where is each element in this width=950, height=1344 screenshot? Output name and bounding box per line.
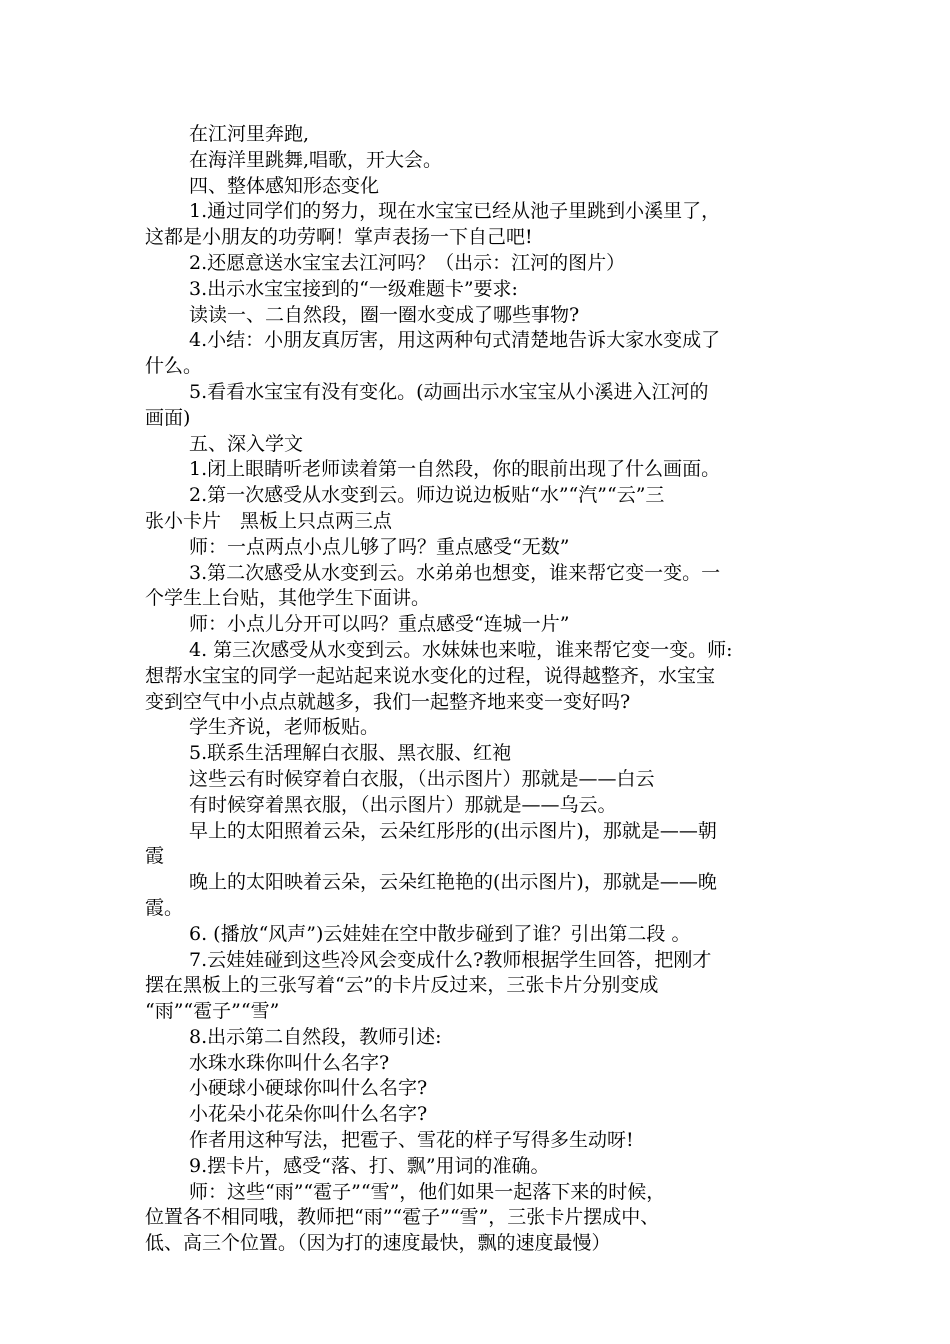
text-line: 4. 第三次感受从水变到云。水妹妹也来啦，谁来帮它变一变。师:	[189, 638, 733, 661]
text-line: 4.小结：小朋友真厉害，用这两种句式清楚地告诉大家水变成了	[189, 329, 721, 352]
text-line: 7.云娃娃碰到这些冷风会变成什么?教师根据学生回答，把刚才	[189, 948, 712, 971]
text-line: 师：小点儿分开可以吗？重点感受“连城一片”	[189, 613, 570, 636]
document-page	[145, 122, 810, 1257]
text-line: 2.第一次感受从水变到云。师边说边板贴“水”“汽”“云”三	[189, 484, 665, 507]
text-line: 低、高三个位置。（因为打的速度最快，飘的速度最慢）	[145, 1232, 611, 1255]
text-line: 位置各不相同哦，教师把“雨”“雹子”“雪”，三张卡片摆成中、	[145, 1206, 660, 1229]
text-line: 想帮水宝宝的同学一起站起来说水变化的过程，说得越整齐，水宝宝	[145, 664, 716, 687]
text-line: 晚上的太阳映着云朵，云朵红艳艳的(出示图片)，那就是——晚	[189, 871, 717, 894]
text-line: 3.第二次感受从水变到云。水弟弟也想变，谁来帮它变一变。一	[189, 561, 721, 584]
text-line: 什么。	[145, 355, 203, 378]
text-line: 画面)	[145, 406, 191, 429]
text-line: 2.还愿意送水宝宝去江河吗？（出示：江河的图片）	[189, 251, 626, 274]
text-line: 师：一点两点小点儿够了吗？重点感受“无数”	[189, 535, 570, 558]
text-line: 张小卡片 黑板上只点两三点	[145, 509, 393, 532]
text-line: 学生齐说，老师板贴。	[189, 716, 380, 739]
text-line: 霞	[145, 845, 165, 868]
text-line: 变到空气中小点点就越多，我们一起整齐地来变一变好吗?	[145, 690, 631, 713]
text-line: 摆在黑板上的三张写着“云”的卡片反过来，三张卡片分别变成	[145, 974, 659, 997]
text-line: 6. (播放“风声”)云娃娃在空中散步碰到了谁？引出第二段 。	[189, 922, 691, 945]
text-line: 五、深入学文	[189, 432, 304, 455]
text-line: 四、整体感知形态变化	[189, 174, 380, 197]
text-line: 小花朵小花朵你叫什么名字?	[189, 1103, 428, 1126]
text-line: 作者用这种写法，把雹子、雪花的样子写得多生动呀!	[189, 1129, 634, 1152]
text-line: 1.闭上眼睛听老师读着第一自然段，你的眼前出现了什么画面。	[189, 458, 721, 481]
text-line: 师：这些“雨”“雹子”“雪”，他们如果一起落下来的时候，	[189, 1180, 666, 1203]
text-line: 这些云有时候穿着白衣服，（出示图片）那就是——白云	[189, 767, 655, 790]
text-line: 5.联系生活理解白衣服、黑衣服、红袍	[189, 742, 512, 765]
text-line: 9.摆卡片，感受“落、打、飘”用词的准确。	[189, 1154, 550, 1177]
text-line: “雨”“雹子”“雪”	[145, 1000, 280, 1023]
text-line: 早上的太阳照着云朵，云朵红彤彤的(出示图片)，那就是——朝	[189, 819, 717, 842]
text-line: 读读一、二自然段，圈一圈水变成了哪些事物?	[189, 303, 580, 326]
text-line: 霞。	[145, 896, 184, 919]
text-line: 5.看看水宝宝有没有变化。(动画出示水宝宝从小溪进入江河的	[189, 380, 709, 403]
text-line: 8.出示第二自然段，教师引述:	[189, 1025, 442, 1048]
text-line: 1.通过同学们的努力，现在水宝宝已经从池子里跳到小溪里了，	[189, 200, 721, 223]
text-line: 在海洋里跳舞,唱歌，开大会。	[189, 148, 443, 171]
text-line: 水珠水珠你叫什么名字?	[189, 1051, 390, 1074]
text-line: 有时候穿着黑衣服，（出示图片）那就是——乌云。	[189, 793, 617, 816]
text-line: 这都是小朋友的功劳啊！掌声表扬一下自己吧!	[145, 226, 533, 249]
text-line: 个学生上台贴，其他学生下面讲。	[145, 587, 431, 610]
text-line: 在江河里奔跑,	[189, 123, 310, 145]
text-line: 3.出示水宝宝接到的“一级难题卡”要求:	[189, 277, 518, 300]
text-line: 小硬球小硬球你叫什么名字?	[189, 1077, 428, 1100]
